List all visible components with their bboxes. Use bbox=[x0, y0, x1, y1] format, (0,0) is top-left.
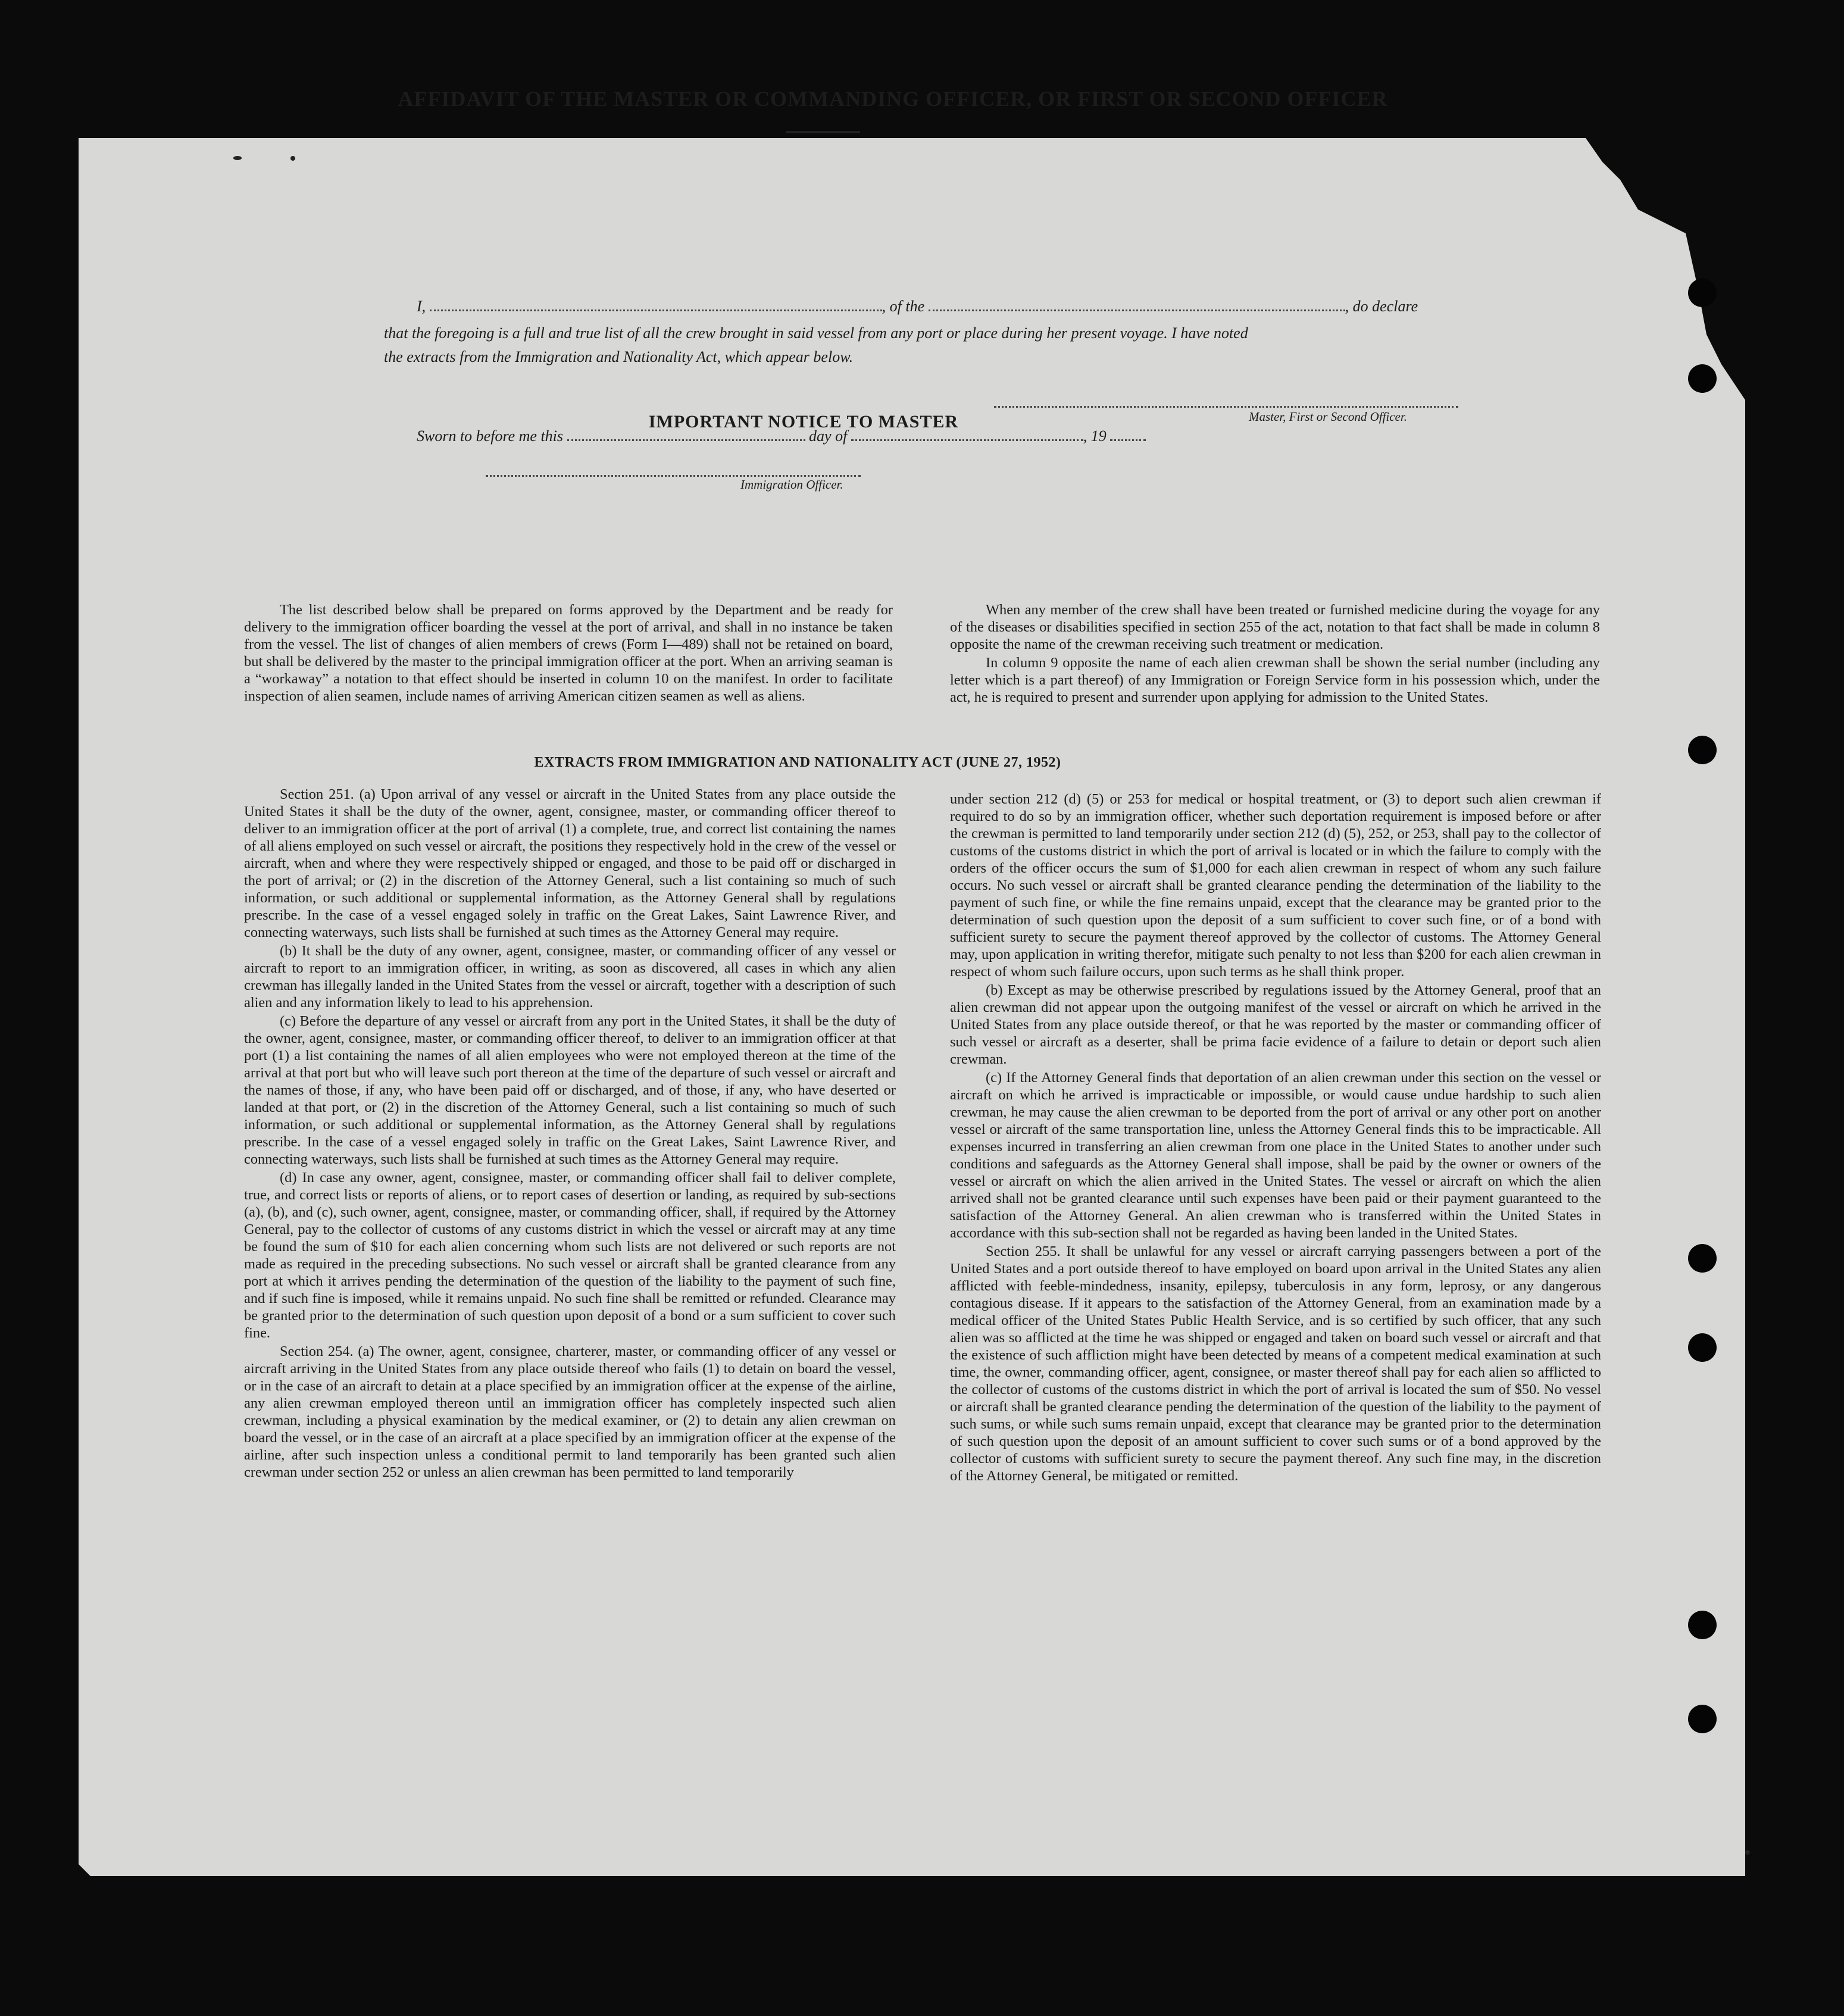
statement-line-2: the extracts from the Immigration and Nationality Act, which appear below. bbox=[384, 348, 854, 365]
notice-title: IMPORTANT NOTICE TO MASTER bbox=[648, 412, 959, 432]
punch-hole bbox=[1688, 364, 1717, 393]
punch-hole bbox=[1688, 1705, 1717, 1733]
notice-left-para: The list described below shall be prepared on forms approved by the Department and be ready for delivery to the immigration officer boarding the vessel at the port of arrival, and shall in no instance be taken from the vessel. The list of changes of alien members of crews (Form I—489) shall not be retained on board, but shall be delivered by the master to the principal immigration officer at the port. When an arriving seaman is a “workaway” a notation to that effect should be inserted in column 10 on the manifest. In order to facilitate inspection of alien seamen, include names of arriving American citizen seamen as well as aliens. bbox=[244, 602, 893, 704]
vessel-field[interactable] bbox=[929, 310, 1345, 311]
year-label: , 19 bbox=[1083, 427, 1107, 445]
name-field[interactable] bbox=[430, 310, 882, 311]
sworn-month-field[interactable] bbox=[851, 439, 1083, 441]
notice-right-para-2: In column 9 opposite the name of each alien crewman shall be shown the serial number (including any letter which is a part thereof) of any Immigration or Foreign Service form in his possession which, under the act, he is required to present and surrender upon applying for admission to the United States. bbox=[950, 655, 1600, 705]
title-rule bbox=[786, 131, 860, 133]
speck bbox=[233, 156, 242, 160]
punch-hole bbox=[1688, 1333, 1717, 1362]
speck bbox=[1745, 1850, 1750, 1855]
master-caption: Master, First or Second Officer. bbox=[1249, 410, 1407, 424]
extract-paragraph: under section 212 (d) (5) or 253 for medical or hospital treatment, or (3) to deport such alien crewman if required to do so by an immigration officer, whether such deportation requirement is imposed before or after the crewman is permitted to land temporarily under section 212 (d) (5), 252, or 253, shall pay to the collector of customs of the customs district in which the port of arrival is located or in which the failure to comply with the orders of the officer occurs the sum of $1,000 for each alien crewman in respect of whom any such failure occurs. No such vessel or aircraft shall be granted clearance pending the determination of the liability to the payment of such fine, or while the fine remains unpaid, except that the clearance may be granted prior to the determination of such question upon the deposit of a sum sufficient to cover such fine, or of a bond with sufficient surety to secure the payment thereof approved by the collector of customs. The Attorney General may, upon application in writing therefor, mitigate such penalty to not less than $200 for each alien crewman in respect of whom such failure occurs, upon such terms as he shall think proper. bbox=[950, 791, 1601, 980]
of-the-label: , of the bbox=[882, 298, 925, 315]
punch-hole bbox=[1688, 1611, 1717, 1639]
sworn-year-field[interactable] bbox=[1110, 439, 1146, 441]
punch-hole bbox=[1688, 736, 1717, 764]
extract-paragraph: (b) Except as may be otherwise prescribed by regulations issued by the Attorney General, proof that an alien crewman did not appear upon the outgoing manifest of the vessel or aircraft on which he arrived in the United States from any place outside thereof, or that he was reported by the master or commanding officer of such vessel or aircraft as a deserter, shall be prima facie evidence of a failure to detain or deport such alien crewman. bbox=[950, 982, 1601, 1067]
sworn-label: Sworn to before me this bbox=[417, 427, 564, 445]
notice-left-column bbox=[244, 601, 893, 706]
extract-paragraph: Section 251. (a) Upon arrival of any vessel or aircraft in the United States from any place outside the United States it shall be the duty of the owner, agent, consignee, master, or commanding officer thereof to deliver to an immigration officer at the port of arrival (1) a complete, true, and correct list containing the names of all aliens employed on such vessel or aircraft, the positions they respectively hold in the crew of the vessel or aircraft, when and where they were respectively shipped or engaged, and those to be paid off or discharged in the port of arrival; or (2) in the discretion of the Attorney General, such a list containing so much of such information, or such additional or supplemental information, as the Attorney General shall by regulations prescribe. In the case of a vessel engaged solely in traffic on the Great Lakes, Saint Lawrence River, and connecting waterways, such lists shall be furnished at such times as the Attorney General may require. bbox=[244, 786, 896, 940]
statement-line-1: that the foregoing is a full and true list of all the crew brought in said vessel from any port or place during her present voyage. I have noted bbox=[384, 324, 1248, 342]
officer-signature-line[interactable] bbox=[486, 475, 861, 477]
speck bbox=[290, 156, 295, 161]
master-signature-line[interactable] bbox=[994, 406, 1458, 408]
extract-paragraph: (c) Before the departure of any vessel or aircraft from any port in the United States, it shall be the duty of the owner, agent, consignee, master, or commanding officer thereof, to deliver to an immigration officer at that port (1) a list containing the names of all alien employees who were not employed thereon at the time of the arrival at that port but who will leave such port thereon at the time of the departure of such vessel or aircraft and the names of those, if any, who have been paid off or discharged, and of those, if any, who have deserted or landed at that port, or (2) in the discretion of the Attorney General, such a list containing so much of such information, or such additional or supplemental information, as the Attorney General shall by regulations prescribe. In the case of a vessel engaged solely in traffic on the Great Lakes, Saint Lawrence River, and connecting waterways, such lists shall be furnished at such times as the Attorney General may require. bbox=[244, 1013, 896, 1167]
i-label: I, bbox=[417, 298, 426, 315]
extract-paragraph: Section 254. (a) The owner, agent, consignee, charterer, master, or commanding officer of any vessel or aircraft arriving in the United States from any place outside thereof who fails (1) to detain on board the vessel, or in the case of an aircraft to detain at a place specified by an immigration officer at the expense of the airline, any alien crewman employed thereon until an immigration officer has completely inspected such alien crewman, including a physical examination by the medical examiner, or (2) to detain any alien crewman on board the vessel, or in the case of an aircraft at a place specified by an immigration officer at the expense of the airline, after such inspection unless a conditional permit to land temporarily has been granted such alien crewman under section 252 or unless an alien crewman has been permitted to land temporarily bbox=[244, 1343, 896, 1480]
extracts-left-column bbox=[244, 786, 896, 1482]
punch-hole bbox=[1688, 1244, 1717, 1273]
notice-right-para-1: When any member of the crew shall have been treated or furnished medicine during the voyage for any of the diseases or disabilities specified in section 255 of the act, notation to that fact shall be made in column 8 opposite the name of the crewman receiving such treatment or medication. bbox=[950, 602, 1600, 652]
extracts-title: EXTRACTS FROM IMMIGRATION AND NATIONALITY ACT (JUNE 27, 1952) bbox=[534, 755, 1061, 770]
punch-hole bbox=[1688, 279, 1717, 307]
extract-paragraph: (d) In case any owner, agent, consignee, master, or commanding officer shall fail to deliver complete, true, and correct lists or reports of aliens, or to report cases of desertion or landing, as required by sub-sections (a), (b), and (c), such owner, agent, consignee, master, or commanding officer, shall, if required by the Attorney General, pay to the collector of customs of any customs district in which the vessel or aircraft may at any time be found the sum of $10 for each alien concerning whom such lists are not delivered or such reports are not made as required in the preceding subsections. No such vessel or aircraft shall be granted clearance from any port at which it arrives pending the determination of the question of the liability to the payment of such fine, and if such fine is imposed, while it remains unpaid. No such fine shall be remitted or refunded. Clearance may be granted prior to the determination of such question upon deposit of a bond or a sum sufficient to cover such fine. bbox=[244, 1170, 896, 1341]
declare-label: , do declare bbox=[1345, 298, 1418, 315]
officer-caption: Immigration Officer. bbox=[740, 477, 843, 492]
affidavit-title: AFFIDAVIT OF THE MASTER OR COMMANDING OFFICER, OR FIRST OR SECOND OFFICER bbox=[398, 87, 1388, 111]
extracts-right-column bbox=[950, 790, 1601, 1486]
extract-paragraph: (b) It shall be the duty of any owner, agent, consignee, master, or commanding officer of any vessel or aircraft to report to an immigration officer, in writing, as soon as discovered, all cases in which any alien crewman has illegally landed in the United States from the vessel or aircraft, together with a description of such alien and any information likely to lead to his apprehension. bbox=[244, 943, 896, 1011]
sworn-date-field[interactable] bbox=[567, 439, 805, 441]
extract-paragraph: (c) If the Attorney General finds that deportation of an alien crewman under this section on the vessel or aircraft on which he arrived is impracticable or impossible, or would cause undue hardship to such alien crewman, he may cause the alien crewman to be deported from the port of arrival or any other port on another vessel or aircraft of the same transportation line, unless the Attorney General finds this to be impracticable. All expenses incurred in transferring an alien crewman from one place in the United States to another under such conditions and safeguards as the Attorney General shall impose, shall be paid by the owner or owners of the vessel or aircraft on which the alien arrived in the United States. The vessel or aircraft on which the alien arrived shall not be granted clearance until such expenses have been paid or their payment guaranteed to the satisfaction of the Attorney General. An alien crewman who is transferred within the United States in accordance with this sub-section shall not be regarded as having been landed in the United States. bbox=[950, 1070, 1601, 1241]
declaration-line bbox=[417, 298, 1418, 315]
extract-paragraph: Section 255. It shall be unlawful for any vessel or aircraft carrying passengers between a port of the United States and a port outside thereof to have employed on board upon arrival in the United States any alien afflicted with feeble-mindedness, insanity, epilepsy, tuberculosis in any form, leprosy, or any dangerous contagious disease. If it appears to the satisfaction of the Attorney General, from an examination made by a medical officer of the United States Public Health Service, and is so certified by such officer, that any such alien was so afflicted at the time he was shipped or engaged and taken on board such vessel or aircraft and that the existence of such affliction might have been detected by means of a competent medical examination at such time, the owner, commanding officer, agent, consignee, or master thereof shall pay for each alien so afflicted to the collector of customs of the customs district in which the port of arrival is located the sum of $50. No vessel or aircraft shall be granted clearance pending the determination of the question of the liability to the payment of such sums, or while such sums remain unpaid, except that clearance may be granted prior to the determination of such question upon the deposit of an amount sufficient to cover such sums or of a bond approved by the collector of customs with sufficient surety to secure the payment thereof. Any such fine may, in the discretion of the Attorney General, be mitigated or remitted. bbox=[950, 1243, 1601, 1484]
day-of-label: day of bbox=[809, 427, 848, 445]
notice-right-column bbox=[950, 601, 1600, 707]
